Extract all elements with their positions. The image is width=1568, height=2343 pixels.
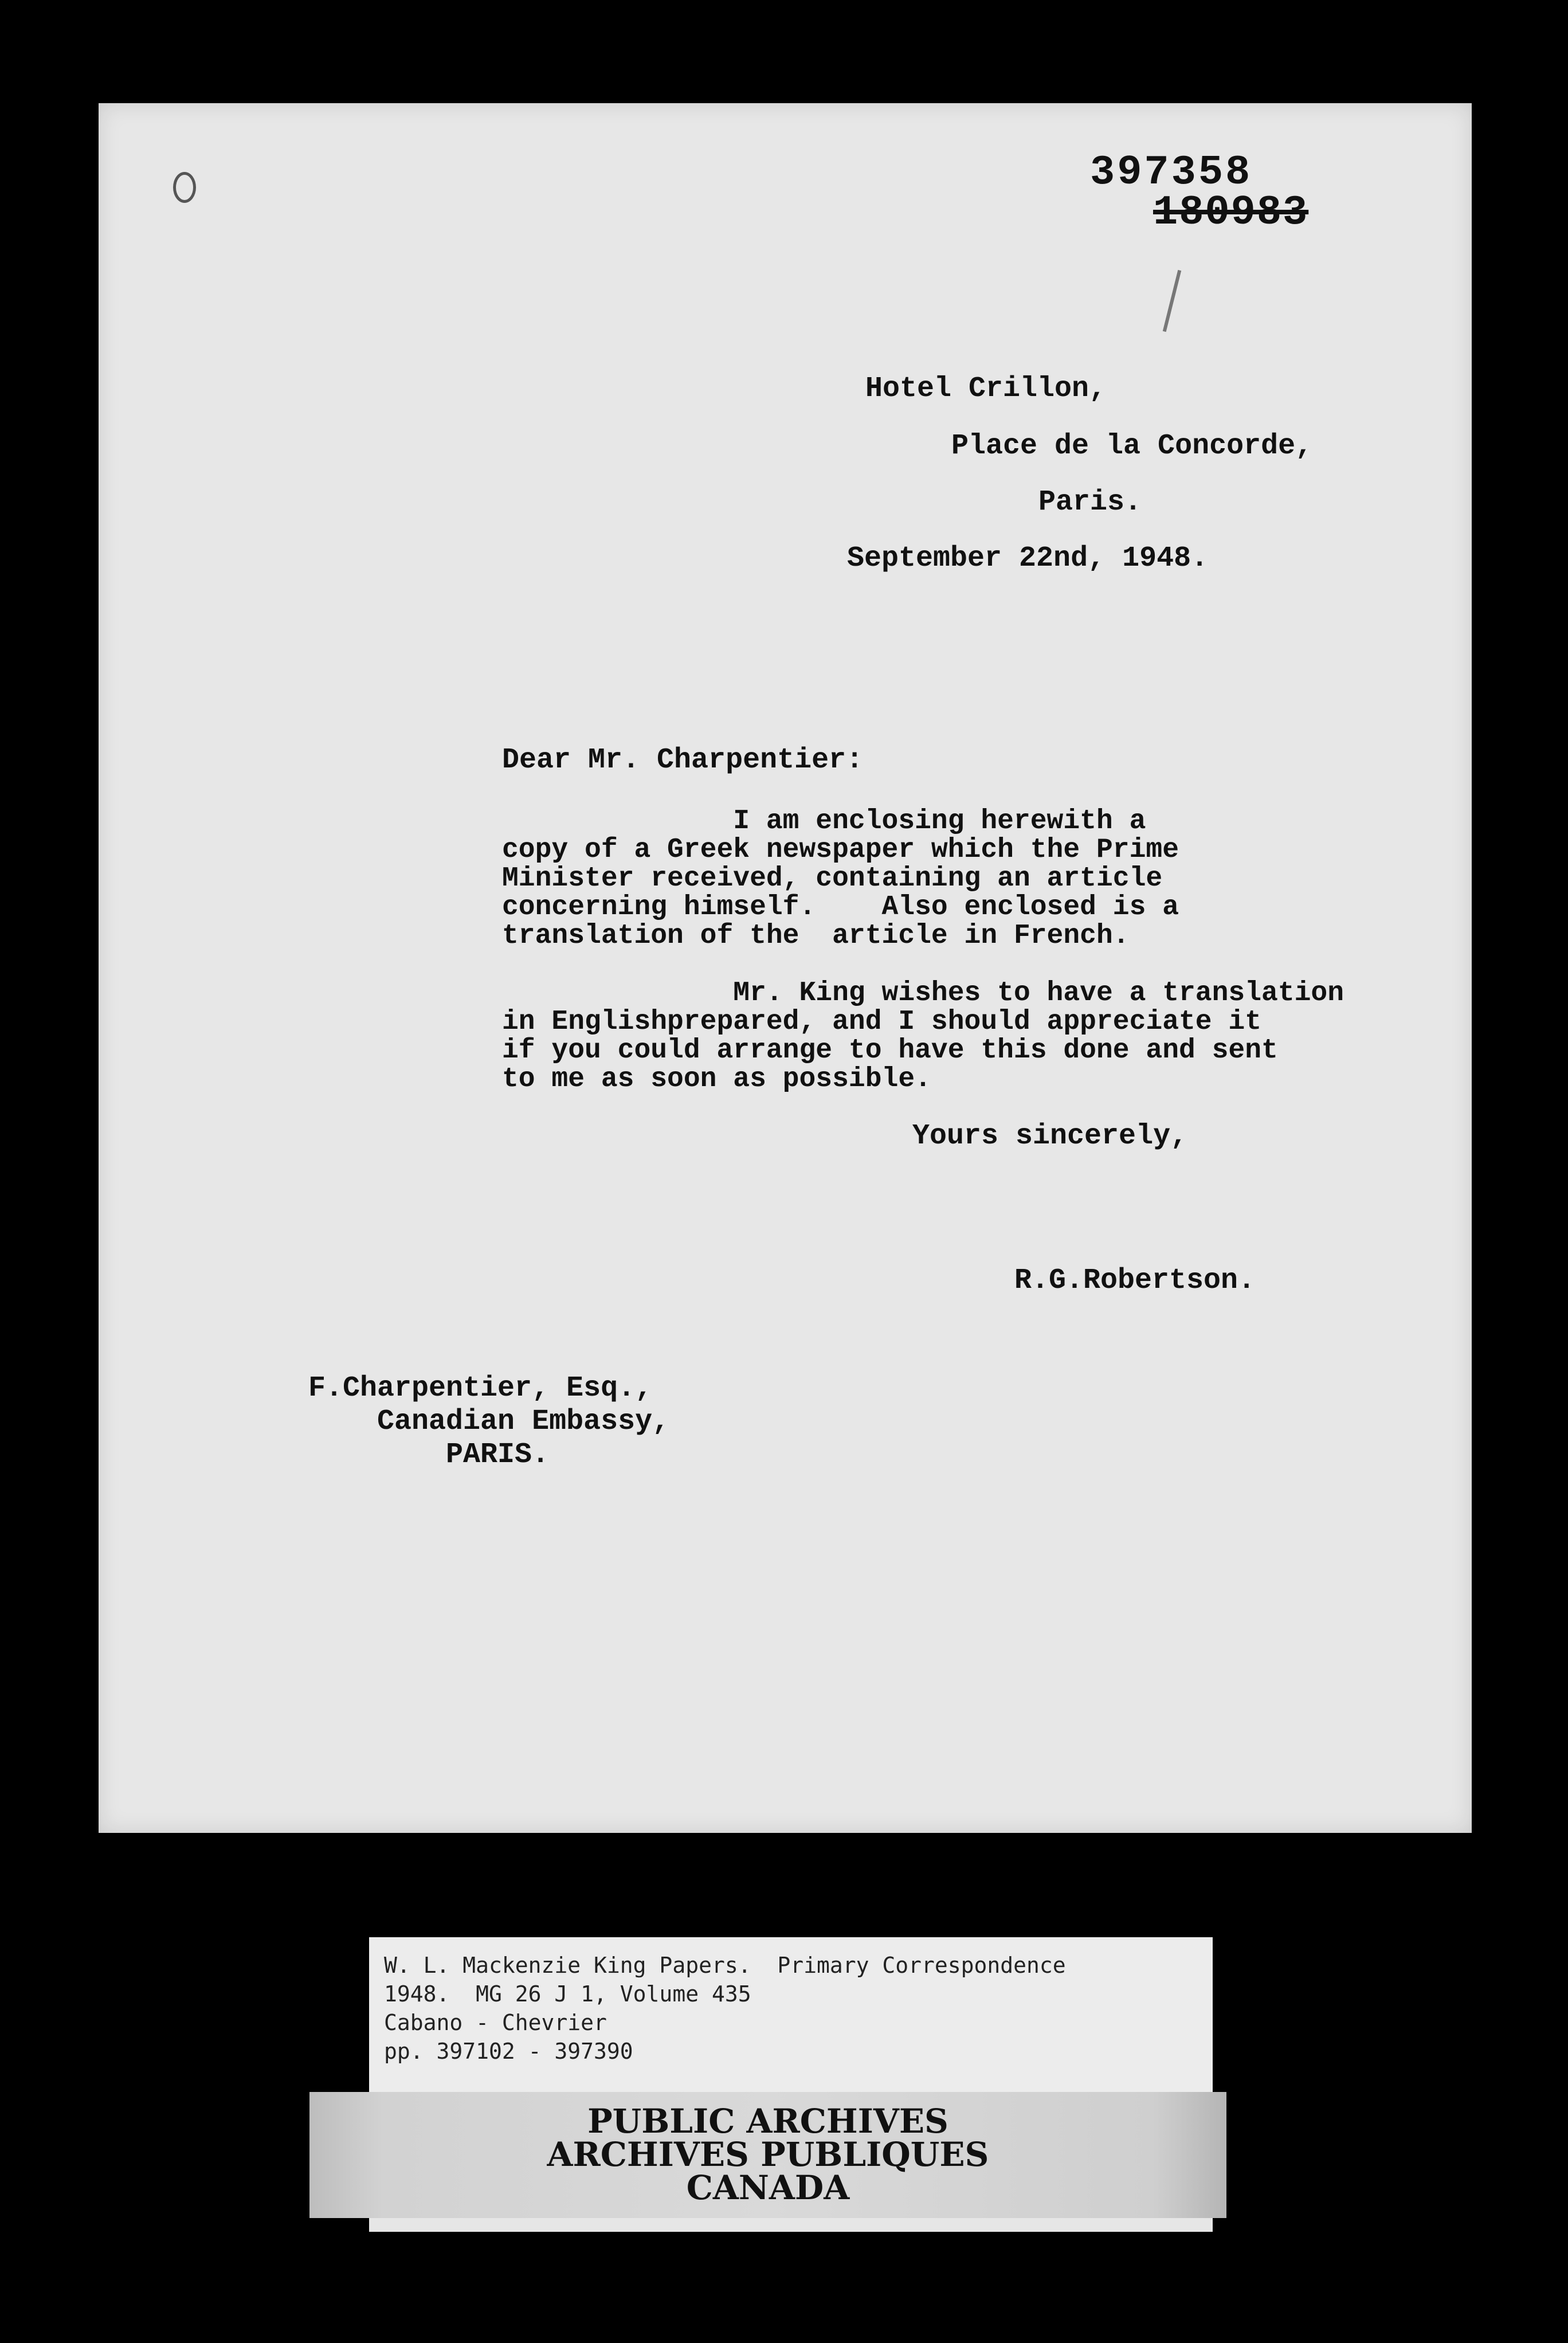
letter-page [99, 103, 1472, 1833]
stamp-line-2: ARCHIVES PUBLIQUES [547, 2135, 989, 2174]
archive-stamp-text [309, 2102, 1226, 2207]
page-number: 397358 [1090, 149, 1253, 196]
stamp-line-1: PUBLIC ARCHIVES [587, 2102, 948, 2141]
pencil-mark [1163, 270, 1181, 332]
punch-hole-mark [173, 172, 196, 203]
address-line-2: Place de la Concorde, [951, 430, 1313, 463]
archive-stamp [309, 2092, 1226, 2218]
closing: Yours sincerely, [912, 1120, 1188, 1153]
archive-caption-text: W. L. Mackenzie King Papers. Primary Correspondence 1948. MG 26 J 1, Volume 435 Cabano - Chevrier pp. 397102 - 397390 [384, 1953, 1066, 2064]
recipient-block: F.Charpentier, Esq., Canadian Embassy, PARIS. [308, 1372, 670, 1471]
body-paragraph-1: I am enclosing herewith a copy of a Greek newspaper which the Prime Minister received, containing an article concerning himself. Also enclosed is a translation of the article in French. [502, 806, 1179, 951]
stamp-line-3: CANADA [686, 2168, 850, 2207]
body-paragraph-2: Mr. King wishes to have a translation in Englishprepared, and I should appreciate it if you could arrange to have this done and sent to me as soon as possible. [502, 978, 1344, 1095]
signature: R.G.Robertson. [1014, 1264, 1256, 1297]
letter-date: September 22nd, 1948. [847, 542, 1209, 575]
archive-caption [369, 1937, 1213, 2092]
address-line-3: Paris. [1038, 486, 1142, 519]
old-page-number: 180983 [1153, 189, 1309, 236]
caption-strip [369, 2218, 1213, 2232]
salutation: Dear Mr. Charpentier: [502, 744, 864, 777]
address-line-1: Hotel Crillon, [865, 373, 1107, 405]
